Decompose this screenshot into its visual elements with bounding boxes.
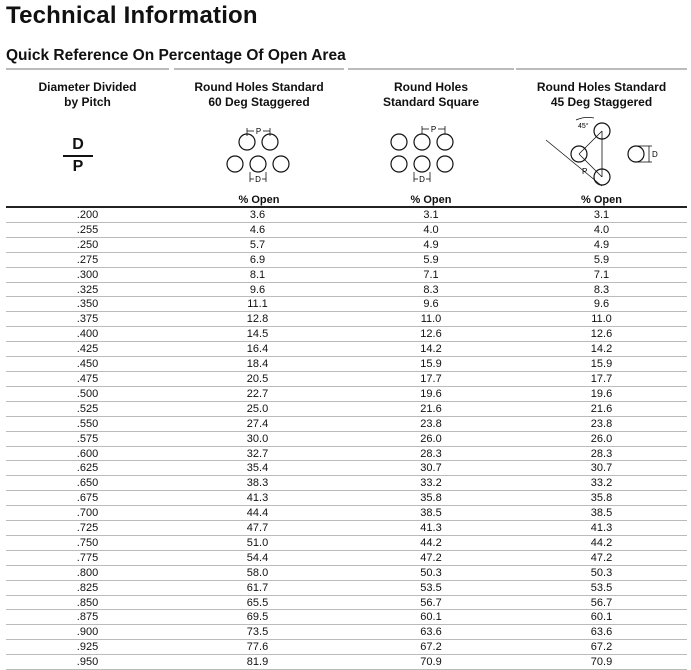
ratio-cell: .750 (76, 536, 99, 549)
staggered-45-cell: 8.3 (593, 283, 610, 296)
staggered-60-cell: 27.4 (246, 417, 269, 430)
staggered-60-cell: 6.9 (249, 253, 266, 266)
square-cell: 12.6 (420, 328, 442, 341)
ratio-cell: .475 (76, 372, 99, 385)
table-row (6, 655, 687, 670)
column-header-label: Round Holes Standard Square (382, 80, 480, 109)
square-cell: 5.9 (423, 253, 439, 266)
square-cell: 33.2 (420, 477, 442, 490)
square-cell: 44.2 (420, 536, 442, 549)
ratio-cell: .950 (76, 656, 99, 669)
table-row (6, 476, 687, 491)
staggered-45-cell: 53.5 (590, 581, 613, 594)
staggered-60-cell: 16.4 (246, 343, 269, 356)
ratio-cell: .575 (76, 432, 99, 445)
table-row (6, 521, 687, 536)
staggered-45-cell: 41.3 (590, 522, 613, 535)
ratio-cell: .350 (76, 298, 99, 311)
staggered-60-cell: 38.3 (246, 477, 269, 490)
table-row (6, 447, 687, 462)
square-cell: 3.1 (423, 209, 439, 221)
ratio-cell: .200 (76, 209, 99, 221)
ratio-cell: .700 (76, 507, 99, 520)
staggered-45-cell: 33.2 (590, 477, 613, 490)
staggered-45-cell: 28.3 (590, 447, 613, 460)
staggered-45-cell: 21.6 (590, 402, 613, 415)
table-row (6, 283, 687, 298)
staggered-45-cell: 67.2 (590, 641, 613, 654)
staggered-60-cell: 11.1 (247, 298, 268, 311)
staggered-45-cell: 44.2 (590, 536, 613, 549)
square-cell: 7.1 (423, 268, 439, 281)
column-header-label: Round Holes Standard 60 Deg Staggered (194, 80, 324, 109)
table-row (6, 491, 687, 506)
page-title: Technical Information (6, 2, 258, 29)
pitch-label: P (430, 125, 437, 134)
staggered-60-diagram-icon (174, 120, 344, 190)
table-row (6, 208, 687, 223)
staggered-60-cell: 54.4 (246, 551, 269, 564)
pitch-label: P (582, 167, 588, 176)
staggered-60-cell: 81.9 (246, 656, 269, 669)
staggered-45-cell: 50.3 (590, 566, 613, 579)
table-row (6, 238, 687, 253)
table-row (6, 432, 687, 447)
staggered-60-cell: 73.5 (246, 626, 269, 639)
staggered-45-cell: 17.7 (590, 372, 613, 385)
staggered-60-cell: 44.4 (246, 507, 269, 520)
d-over-p-fraction (63, 136, 93, 176)
ratio-cell: .625 (76, 462, 99, 475)
square-cell: 9.6 (423, 298, 439, 311)
table-row (6, 417, 687, 432)
ratio-cell: .775 (76, 551, 99, 564)
square-cell: 35.8 (420, 492, 442, 505)
staggered-45-cell: 3.1 (593, 209, 610, 221)
table-row (6, 387, 687, 402)
square-cell: 26.0 (420, 432, 442, 445)
table-row (6, 253, 687, 268)
square-cell: 56.7 (420, 596, 442, 609)
staggered-45-cell: 70.9 (590, 656, 613, 669)
staggered-60-cell: 47.7 (246, 522, 269, 535)
ratio-cell: .450 (76, 358, 99, 371)
ratio-cell: .675 (76, 492, 99, 505)
table-row (6, 566, 687, 581)
diameter-label: D (652, 150, 658, 159)
table-row (6, 610, 687, 625)
ratio-cell: .725 (76, 522, 99, 535)
staggered-60-cell: 20.5 (246, 372, 269, 385)
square-cell: 15.9 (420, 358, 442, 371)
staggered-45-cell: 23.8 (590, 417, 613, 430)
staggered-45-cell: 12.6 (590, 328, 613, 341)
ratio-cell: .375 (76, 313, 99, 326)
square-cell: 4.0 (423, 223, 439, 236)
staggered-45-cell: 11.0 (591, 313, 612, 326)
ratio-cell: .600 (76, 447, 99, 460)
table-row (6, 223, 687, 238)
staggered-60-cell: 32.7 (246, 447, 269, 460)
ratio-cell: .525 (76, 402, 99, 415)
staggered-45-cell: 60.1 (590, 611, 613, 624)
square-cell: 8.3 (423, 283, 439, 296)
percent-open-label: % Open (410, 194, 452, 206)
ratio-cell: .425 (76, 343, 99, 356)
square-cell: 28.3 (420, 447, 442, 460)
staggered-60-cell: 25.0 (246, 402, 269, 415)
ratio-cell: .250 (76, 238, 99, 251)
staggered-45-diagram-icon (516, 114, 687, 194)
staggered-60-cell: 22.7 (246, 387, 269, 400)
staggered-60-cell: 41.3 (246, 492, 269, 505)
square-cell: 67.2 (420, 641, 442, 654)
diameter-label: D (419, 175, 425, 184)
staggered-60-cell: 69.5 (246, 611, 269, 624)
ratio-cell: .500 (76, 387, 99, 400)
square-cell: 14.2 (420, 343, 442, 356)
table-row (6, 342, 687, 357)
staggered-45-cell: 47.2 (590, 551, 613, 564)
staggered-60-cell: 65.5 (246, 596, 269, 609)
square-cell: 50.3 (420, 566, 442, 579)
table-row (6, 357, 687, 372)
square-cell: 47.2 (420, 551, 442, 564)
staggered-60-cell: 3.6 (249, 209, 266, 221)
square-cell: 19.6 (420, 387, 442, 400)
ratio-cell: .875 (76, 611, 99, 624)
table-row (6, 625, 687, 640)
diameter-label: D (255, 175, 261, 184)
ratio-cell: .650 (76, 477, 99, 490)
square-cell: 60.1 (420, 611, 442, 624)
table-row (6, 461, 687, 476)
fraction-denominator: P (72, 158, 84, 175)
staggered-45-cell: 26.0 (590, 432, 613, 445)
percent-open-label: % Open (581, 194, 622, 206)
staggered-60-cell: 77.6 (246, 641, 269, 654)
column-header-45-deg-staggered (516, 68, 687, 207)
square-cell: 70.9 (420, 656, 442, 669)
staggered-60-cell: 14.5 (246, 328, 269, 341)
column-header-label: Diameter Divided by Pitch (38, 80, 137, 109)
staggered-45-cell: 63.6 (590, 626, 613, 639)
staggered-60-cell: 8.1 (249, 268, 266, 281)
table-row (6, 640, 687, 655)
staggered-45-cell: 5.9 (593, 253, 610, 266)
staggered-60-cell: 5.7 (249, 238, 266, 251)
column-header-standard-square (348, 68, 514, 207)
staggered-60-cell: 9.6 (249, 283, 266, 296)
square-cell: 4.9 (423, 238, 439, 251)
staggered-45-cell: 9.6 (593, 298, 610, 311)
square-cell: 21.6 (420, 402, 442, 415)
fraction-numerator: D (63, 136, 93, 157)
ratio-cell: .900 (76, 626, 99, 639)
column-header-label: Round Holes Standard 45 Deg Staggered (536, 80, 667, 109)
staggered-45-cell: 35.8 (590, 492, 613, 505)
staggered-45-cell: 38.5 (590, 507, 613, 520)
square-cell: 53.5 (420, 581, 442, 594)
table-row (6, 596, 687, 611)
staggered-45-cell: 4.9 (593, 238, 610, 251)
table-row (6, 536, 687, 551)
square-cell: 11.0 (420, 313, 442, 326)
square-cell: 41.3 (420, 522, 442, 535)
staggered-60-cell: 51.0 (246, 536, 269, 549)
ratio-cell: .800 (76, 566, 99, 579)
column-header-60-deg-staggered (174, 68, 344, 207)
ratio-cell: .550 (76, 417, 99, 430)
table-row (6, 297, 687, 312)
square-cell: 17.7 (420, 372, 442, 385)
square-pattern-diagram-icon (348, 120, 514, 190)
staggered-45-cell: 15.9 (590, 358, 613, 371)
staggered-60-cell: 35.4 (246, 462, 269, 475)
staggered-60-cell: 30.0 (246, 432, 269, 445)
ratio-cell: .255 (76, 223, 99, 236)
table-row (6, 551, 687, 566)
page-subtitle: Quick Reference On Percentage Of Open Area (6, 47, 346, 64)
square-cell: 23.8 (420, 417, 442, 430)
table-row (6, 506, 687, 521)
table-row (6, 372, 687, 387)
staggered-45-cell: 56.7 (590, 596, 613, 609)
ratio-cell: .925 (76, 641, 99, 654)
staggered-60-cell: 4.6 (249, 223, 266, 236)
staggered-60-cell: 61.7 (246, 581, 269, 594)
open-area-table (6, 206, 687, 670)
ratio-cell: .275 (76, 253, 99, 266)
staggered-60-cell: 18.4 (246, 358, 269, 371)
staggered-60-cell: 12.8 (246, 313, 269, 326)
table-row (6, 327, 687, 342)
square-cell: 38.5 (420, 507, 442, 520)
table-row (6, 312, 687, 327)
staggered-45-cell: 30.7 (590, 462, 613, 475)
square-cell: 30.7 (420, 462, 442, 475)
staggered-60-cell: 58.0 (246, 566, 269, 579)
ratio-cell: .300 (76, 268, 99, 281)
square-cell: 63.6 (420, 626, 442, 639)
staggered-45-cell: 7.1 (593, 268, 610, 281)
table-row (6, 268, 687, 283)
ratio-cell: .850 (76, 596, 99, 609)
ratio-cell: .325 (76, 283, 99, 296)
ratio-cell: .825 (76, 581, 99, 594)
ratio-cell: .400 (76, 328, 99, 341)
staggered-45-cell: 4.0 (593, 223, 610, 236)
pitch-label: P (255, 127, 262, 136)
percent-open-label: % Open (238, 194, 280, 206)
staggered-45-cell: 14.2 (590, 343, 613, 356)
staggered-45-cell: 19.6 (590, 387, 613, 400)
table-row (6, 402, 687, 417)
angle-label: 45° (578, 123, 589, 130)
table-row (6, 581, 687, 596)
